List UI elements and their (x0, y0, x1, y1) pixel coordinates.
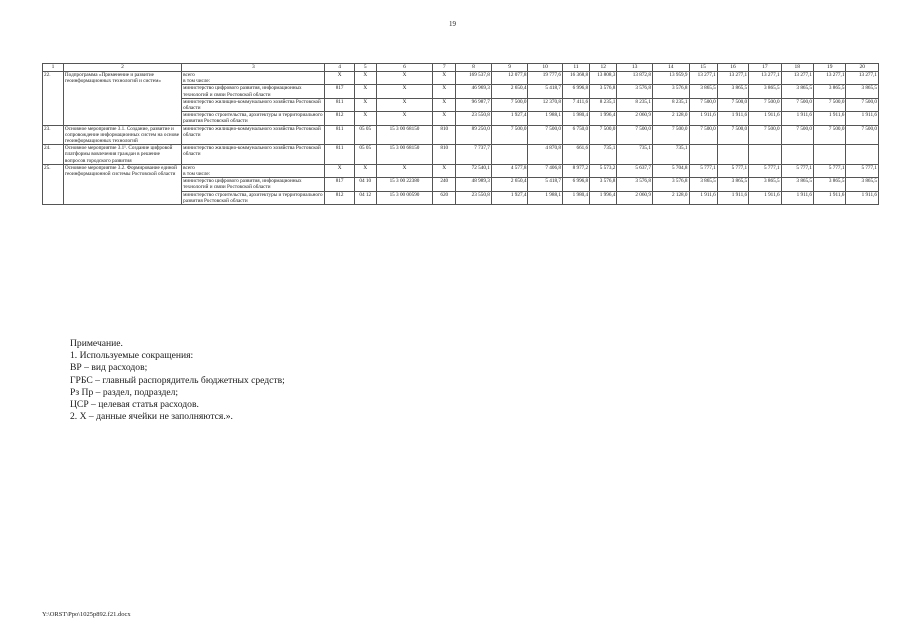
vr-cell: 620 (433, 191, 456, 204)
amount-cell (491, 145, 528, 165)
grbs-cell: 812 (325, 112, 354, 125)
executor-cell: всего в том числе: (182, 72, 325, 85)
note-title: Примечание. (70, 338, 123, 349)
amount-cell: 3 865,5 (689, 178, 717, 191)
amount-cell: 3 865,5 (717, 85, 748, 98)
grbs-cell: 812 (325, 191, 354, 204)
header-cell: 3 (182, 64, 325, 72)
amount-cell: 661,6 (562, 145, 589, 165)
notes-block (70, 338, 285, 423)
amount-cell: 169 537,8 (456, 72, 492, 85)
header-cell: 14 (652, 64, 689, 72)
amount-cell: 7 500,0 (491, 125, 528, 145)
amount-cell: 7 500,0 (846, 98, 879, 111)
amount-cell: 2 128,0 (652, 191, 689, 204)
amount-cell: 7 500,0 (749, 98, 781, 111)
rzpr-cell: 04 12 (354, 191, 376, 204)
executor-cell: всего в том числе: (182, 164, 325, 177)
amount-cell: 13 277,1 (846, 72, 879, 85)
header-cell: 6 (376, 64, 433, 72)
header-cell: 17 (749, 64, 781, 72)
header-cell: 13 (617, 64, 653, 72)
amount-cell: 1 911,6 (846, 112, 879, 125)
amount-cell: 6 996,8 (562, 178, 589, 191)
grbs-cell: 811 (325, 125, 354, 145)
executor-cell: министерство цифрового развития, информационных технологий и связи Ростовской области (182, 85, 325, 98)
row-number-cell: 22. (43, 72, 64, 126)
header-cell: 2 (63, 64, 181, 72)
rzpr-cell: X (354, 98, 376, 111)
amount-cell: 13 808,3 (590, 72, 617, 85)
amount-cell: 1 988,1 (528, 191, 563, 204)
vr-cell: X (433, 98, 456, 111)
vr-cell: X (433, 72, 456, 85)
csr-cell: X (376, 85, 433, 98)
header-cell: 18 (781, 64, 813, 72)
file-path-footer: Y:\ORST\Ppo\1025p892.f21.docx (42, 611, 131, 618)
amount-cell: 13 959,9 (652, 72, 689, 85)
csr-cell: 15 3 00 00590 (376, 191, 433, 204)
amount-cell: 2 650,4 (491, 178, 528, 191)
header-cell: 19 (813, 64, 845, 72)
amount-cell (689, 145, 717, 165)
program-name-cell: Основное мероприятие 3.2. Формирование единой геоинформационной системы Ростовской области (63, 164, 181, 204)
amount-cell: 3 576,8 (590, 178, 617, 191)
table-row (43, 145, 879, 165)
note-line: Рз Пр – раздел, подраздел; (70, 386, 179, 398)
amount-cell: 4 870,8 (528, 145, 563, 165)
executor-cell: министерство строительства, архитектуры и территориального развития Ростовской области (182, 112, 325, 125)
amount-cell: 3 865,5 (781, 85, 813, 98)
amount-cell: 1 927,4 (491, 112, 528, 125)
vr-cell: 240 (433, 178, 456, 191)
executor-cell: министерство жилищно-коммунального хозяйства Ростовской области (182, 98, 325, 111)
amount-cell: 1 911,6 (717, 191, 748, 204)
amount-cell (813, 145, 845, 165)
executor-cell: министерство строительства, архитектуры и территориального развития Ростовской области (182, 191, 325, 204)
vr-cell: X (433, 85, 456, 98)
amount-cell: 1 988,1 (528, 112, 563, 125)
amount-cell: 3 865,5 (749, 85, 781, 98)
amount-cell: 5 777,1 (749, 164, 781, 177)
header-cell: 12 (590, 64, 617, 72)
amount-cell: 7 406,8 (528, 164, 563, 177)
header-cell: 1 (43, 64, 64, 72)
rzpr-cell: X (354, 72, 376, 85)
amount-cell: 13 277,1 (749, 72, 781, 85)
amount-cell: 7 500,0 (491, 98, 528, 111)
amount-cell: 7 737,7 (456, 145, 492, 165)
data-table (42, 63, 879, 205)
amount-cell: 2 060,9 (617, 112, 653, 125)
amount-cell: 8 235,1 (590, 98, 617, 111)
amount-cell: 1 911,6 (749, 112, 781, 125)
amount-cell: 735,1 (590, 145, 617, 165)
amount-cell: 13 872,8 (617, 72, 653, 85)
rzpr-cell: 05 05 (354, 145, 376, 165)
amount-cell: 1 911,6 (717, 112, 748, 125)
amount-cell: 72 540,1 (456, 164, 492, 177)
amount-cell: 2 128,0 (652, 112, 689, 125)
header-cell: 15 (689, 64, 717, 72)
amount-cell: 5 704,8 (652, 164, 689, 177)
program-name-cell: Основное мероприятие 3.1. Создание, развитие и сопровождение информационных систем на основе геоинформационных технологий (63, 125, 181, 145)
amount-cell: 7 500,0 (846, 125, 879, 145)
grbs-cell: X (325, 164, 354, 177)
executor-cell: министерство жилищно-коммунального хозяйства Ростовской области (182, 145, 325, 165)
amount-cell: 5 777,1 (689, 164, 717, 177)
amount-cell: 1 911,6 (813, 112, 845, 125)
amount-cell: 1 996,4 (590, 112, 617, 125)
amount-cell (846, 145, 879, 165)
vr-cell: 810 (433, 125, 456, 145)
amount-cell: 7 500,0 (689, 125, 717, 145)
amount-cell: 7 500,0 (689, 98, 717, 111)
amount-cell: 16 368,8 (562, 72, 589, 85)
amount-cell: 7 500,0 (813, 98, 845, 111)
csr-cell: 15 3 00 22380 (376, 178, 433, 191)
csr-cell: X (376, 98, 433, 111)
header-cell: 5 (354, 64, 376, 72)
amount-cell: 7 500,0 (617, 125, 653, 145)
amount-cell: 7 411,6 (562, 98, 589, 111)
amount-cell (781, 145, 813, 165)
note-line: 2. X – данные ячейки не заполняются.». (70, 411, 233, 423)
amount-cell: 6 996,8 (562, 85, 589, 98)
amount-cell: 735,1 (652, 145, 689, 165)
amount-cell: 3 865,5 (689, 85, 717, 98)
amount-cell: 1 911,6 (846, 191, 879, 204)
amount-cell: 7 500,0 (528, 125, 563, 145)
row-number-cell: 25. (43, 164, 64, 204)
grbs-cell: 811 (325, 98, 354, 111)
amount-cell: 1 927,4 (491, 191, 528, 204)
amount-cell: 7 500,0 (717, 125, 748, 145)
amount-cell: 1 980,4 (562, 191, 589, 204)
amount-cell: 1 911,6 (749, 191, 781, 204)
csr-cell: 15 3 00 68150 (376, 145, 433, 165)
amount-cell: 3 576,8 (652, 178, 689, 191)
program-name-cell: Основное мероприятие 3.1¹. Создание цифровой платформы вовлечения граждан в решение вопросов городского развития (63, 145, 181, 165)
amount-cell: 1 911,6 (689, 112, 717, 125)
amount-cell: 7 500,0 (781, 125, 813, 145)
amount-cell: 89 250,0 (456, 125, 492, 145)
csr-cell: X (376, 112, 433, 125)
table-row (43, 164, 879, 177)
csr-cell: X (376, 164, 433, 177)
row-number-cell: 23. (43, 125, 64, 145)
header-cell: 9 (491, 64, 528, 72)
grbs-cell: X (325, 72, 354, 85)
rzpr-cell: 04 10 (354, 178, 376, 191)
amount-cell: 3 576,8 (652, 85, 689, 98)
amount-cell: 3 576,8 (590, 85, 617, 98)
table-row (43, 72, 879, 85)
amount-cell: 6 750,0 (562, 125, 589, 145)
amount-cell: 2 060,9 (617, 191, 653, 204)
amount-cell: 3 576,8 (617, 85, 653, 98)
amount-cell: 1 980,4 (562, 112, 589, 125)
amount-cell: 1 911,6 (813, 191, 845, 204)
amount-cell: 3 865,5 (846, 178, 879, 191)
vr-cell: 810 (433, 145, 456, 165)
rzpr-cell: X (354, 85, 376, 98)
page-number: 19 (449, 20, 456, 28)
amount-cell (717, 145, 748, 165)
note-line: ЦСР – целевая статья расходов. (70, 399, 199, 411)
header-cell: 7 (433, 64, 456, 72)
amount-cell: 12 370,8 (528, 98, 563, 111)
table-header-row (43, 64, 879, 72)
rzpr-cell: X (354, 164, 376, 177)
amount-cell: 735,1 (617, 145, 653, 165)
executor-cell: министерство цифрового развития, информационных технологий и связи Ростовской области (182, 178, 325, 191)
amount-cell: 1 911,6 (781, 112, 813, 125)
table-row (43, 125, 879, 145)
amount-cell: 13 277,1 (781, 72, 813, 85)
amount-cell: 7 500,0 (590, 125, 617, 145)
amount-cell: 3 865,5 (813, 85, 845, 98)
grbs-cell: 817 (325, 178, 354, 191)
header-cell: 8 (456, 64, 492, 72)
amount-cell: 23 550,8 (456, 112, 492, 125)
grbs-cell: 817 (325, 85, 354, 98)
amount-cell: 3 576,8 (617, 178, 653, 191)
amount-cell: 7 500,0 (652, 125, 689, 145)
amount-cell: 4 577,8 (491, 164, 528, 177)
amount-cell: 5 637,7 (617, 164, 653, 177)
amount-cell: 3 865,5 (781, 178, 813, 191)
amount-cell: 8 977,2 (562, 164, 589, 177)
vr-cell: X (433, 112, 456, 125)
amount-cell: 2 650,4 (491, 85, 528, 98)
amount-cell: 7 500,0 (781, 98, 813, 111)
csr-cell: 15 3 00 68150 (376, 125, 433, 145)
amount-cell: 5 573,2 (590, 164, 617, 177)
csr-cell: X (376, 72, 433, 85)
amount-cell: 3 865,5 (813, 178, 845, 191)
amount-cell: 1 996,4 (590, 191, 617, 204)
note-line: ВР – вид расходов; (70, 362, 148, 374)
amount-cell: 8 235,1 (617, 98, 653, 111)
amount-cell: 48 989,3 (456, 178, 492, 191)
amount-cell: 13 277,1 (813, 72, 845, 85)
amount-cell: 13 277,1 (689, 72, 717, 85)
header-cell: 20 (846, 64, 879, 72)
amount-cell: 13 277,1 (717, 72, 748, 85)
note-line: ГРБС – главный распорядитель бюджетных средств; (70, 374, 285, 386)
vr-cell: X (433, 164, 456, 177)
amount-cell: 1 911,6 (689, 191, 717, 204)
amount-cell: 5 418,7 (528, 85, 563, 98)
amount-cell (749, 145, 781, 165)
grbs-cell: 811 (325, 145, 354, 165)
amount-cell: 5 777,1 (781, 164, 813, 177)
amount-cell: 3 865,5 (846, 85, 879, 98)
header-cell: 4 (325, 64, 354, 72)
amount-cell: 23 550,8 (456, 191, 492, 204)
executor-cell: министерство жилищно-коммунального хозяйства Ростовской области (182, 125, 325, 145)
amount-cell: 19 777,6 (528, 72, 563, 85)
amount-cell: 5 777,1 (717, 164, 748, 177)
header-cell: 10 (528, 64, 563, 72)
amount-cell: 7 500,0 (813, 125, 845, 145)
header-cell: 16 (717, 64, 748, 72)
amount-cell: 7 500,0 (749, 125, 781, 145)
amount-cell: 3 865,5 (717, 178, 748, 191)
amount-cell: 1 911,6 (781, 191, 813, 204)
amount-cell: 5 418,7 (528, 178, 563, 191)
amount-cell: 3 865,5 (749, 178, 781, 191)
rzpr-cell: X (354, 112, 376, 125)
amount-cell: 46 969,3 (456, 85, 492, 98)
rzpr-cell: 05 05 (354, 125, 376, 145)
amount-cell: 5 777,1 (846, 164, 879, 177)
amount-cell: 8 235,1 (652, 98, 689, 111)
amount-cell: 7 500,0 (717, 98, 748, 111)
header-cell: 11 (562, 64, 589, 72)
note-line: 1. Используемые сокращения: (70, 350, 194, 362)
amount-cell: 12 077,8 (491, 72, 528, 85)
amount-cell: 5 777,1 (813, 164, 845, 177)
row-number-cell: 24. (43, 145, 64, 165)
amount-cell: 96 987,7 (456, 98, 492, 111)
program-name-cell: Подпрограмма «Применение и развитие геоинформационных технологий и систем» (63, 72, 181, 126)
